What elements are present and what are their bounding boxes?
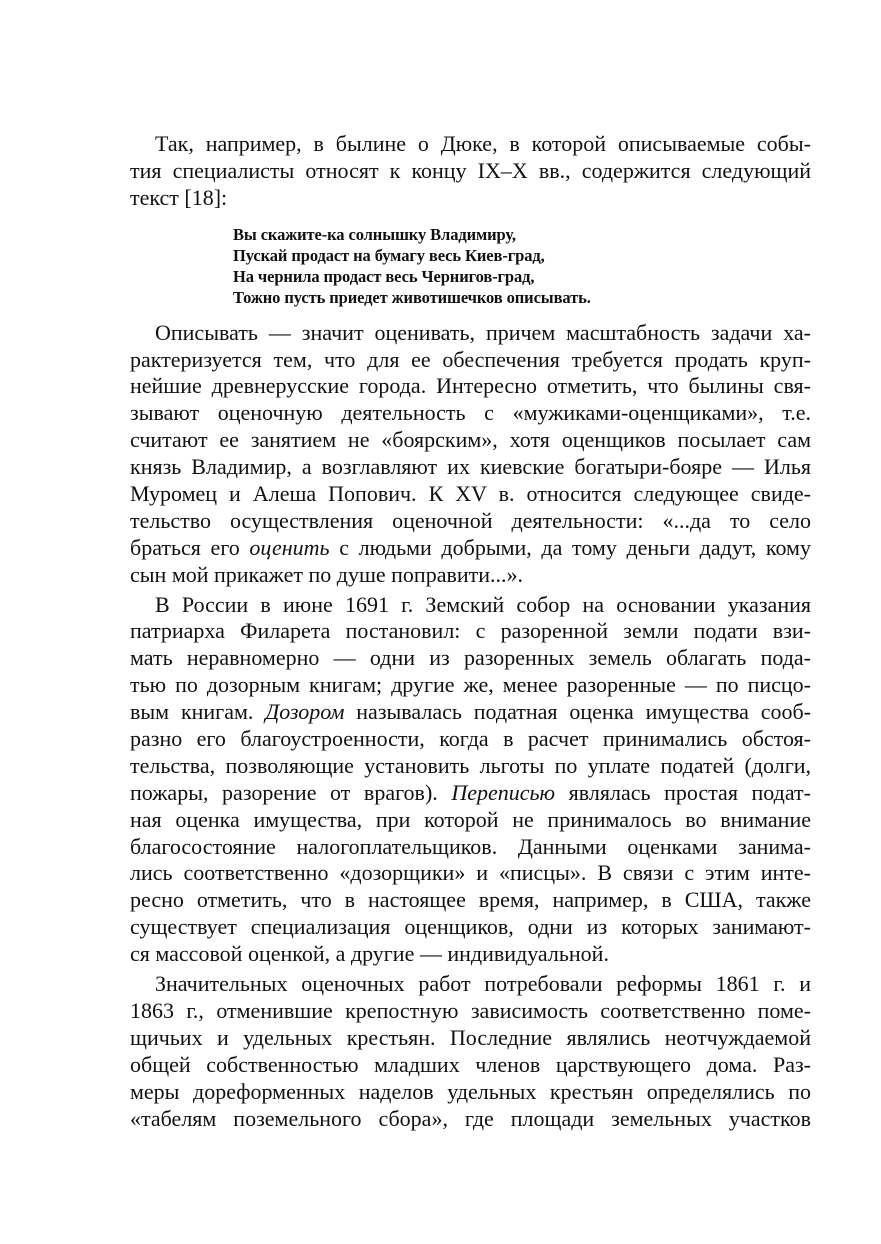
text-segment: вым книгам.	[130, 699, 266, 725]
text-line: тельства, позволяющие установить льготы по уплате податей (долги,	[130, 752, 811, 778]
text-line: 1863 г., отменившие крепостную зависимость соответственно поме-	[130, 997, 811, 1023]
verse-quote	[233, 224, 811, 308]
text-line	[130, 535, 811, 562]
verse-line: Тожно пусть приедет животишечков описывать.	[233, 287, 591, 307]
text-line	[130, 699, 811, 726]
verse-line: На чернила продаст весь Чернигов-град,	[233, 266, 535, 286]
paragraph	[130, 131, 811, 212]
text-line: зывают оценочную деятельность с «мужиками-оценщиками», т.е.	[130, 400, 811, 426]
text-line	[130, 780, 811, 807]
text-line: Так, например, в былине о Дюке, в которой описываемые собы-	[155, 131, 811, 156]
text-line: Значительных оценочных работ потребовали реформы 1861 г. и	[155, 971, 811, 997]
text-segment: браться его	[130, 534, 250, 560]
text-line: князь Владимир, а возглавляют их киевские богатыри-бояре — Илья	[130, 454, 811, 480]
text-line: Муромец и Алеша Попович. К XV в. относится следующее свиде-	[130, 481, 811, 507]
text-line: лись соответственно «дозорщики» и «писцы». В связи с этим инте-	[130, 860, 811, 886]
text-line: тельство осуществления оценочной деятельности: «...да то село	[130, 507, 811, 533]
text-line: мать неравномерно — одни из разоренных земель облагать пода-	[130, 645, 811, 671]
text-line: нейшие древнерусские города. Интересно отметить, что былины свя-	[130, 373, 811, 399]
text-line: текст [18]:	[130, 184, 228, 210]
paragraph	[130, 592, 811, 968]
text-line: ресно отметить, что в настоящее время, например, в США, также	[130, 887, 811, 913]
paragraph	[130, 971, 811, 1132]
paragraph	[130, 320, 811, 589]
text-line: В России в июне 1691 г. Земский собор на основании указания	[155, 591, 811, 617]
text-line: меры дореформенных наделов удельных крестьян определялись по	[130, 1078, 811, 1104]
text-line: ная оценка имущества, при которой не принималось во внимание	[130, 806, 811, 832]
verse-line: Пускай продаст на бумагу весь Киев-град,	[233, 245, 545, 265]
text-line: благосостояние налогоплательщиков. Данными оценками занима-	[130, 833, 811, 859]
text-segment: пожары, разорение от врагов).	[130, 779, 452, 805]
text-line: тия специалисты относят к концу IX–X вв., содержится следующий	[130, 157, 811, 183]
italic-term: Переписью	[451, 779, 556, 805]
text-line: рактеризуется тем, что для ее обеспечения требуется продать круп-	[130, 346, 811, 372]
text-line: общей собственностью младших членов царствующего дома. Раз-	[130, 1051, 811, 1077]
text-line: щичьих и удельных крестьян. Последние являлись неотчуждаемой	[130, 1024, 811, 1050]
text-segment: с людьми добрыми, да тому деньги дадут, кому	[329, 534, 811, 560]
text-line: «табелям поземельного сбора», где площади земельных участков	[130, 1105, 811, 1131]
text-line: существует специализация оценщиков, одни из которых занимают-	[130, 914, 811, 940]
text-line: ся массовой оценкой, а другие — индивидуальной.	[130, 941, 609, 967]
text-line: разно его благоустроенности, когда в расчет принимались обстоя-	[130, 726, 811, 752]
text-segment: являлась простая подат-	[555, 779, 811, 805]
italic-term: оценить	[249, 534, 330, 560]
text-line: считают ее занятием не «боярским», хотя оценщиков посылает сам	[130, 427, 811, 453]
italic-term: Дозором	[265, 699, 345, 725]
text-line: Описывать — значит оценивать, причем масштабность задачи ха-	[155, 319, 811, 345]
text-line: патриарха Филарета постановил: с разоренной земли подати взи-	[130, 618, 811, 644]
document-page	[130, 131, 811, 1132]
verse-line: Вы скажите-ка солнышку Владимиру,	[233, 224, 516, 244]
text-segment: называлась податная оценка имущества сооб-	[344, 699, 811, 725]
text-line: сын мой прикажет по душе поправити...».	[130, 561, 524, 587]
text-line: тью по дозорным книгам; другие же, менее разоренные — по писцо-	[130, 672, 811, 698]
